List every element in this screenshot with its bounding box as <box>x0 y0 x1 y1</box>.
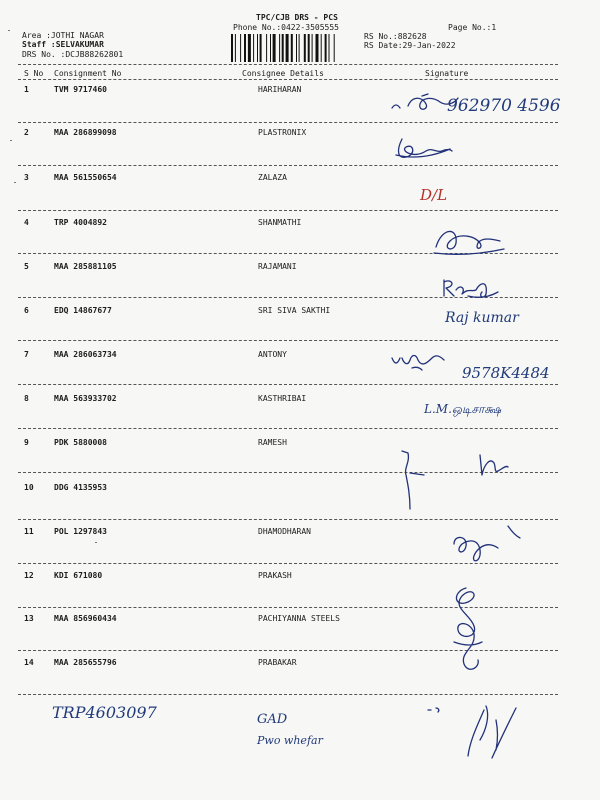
row-sno: 12 <box>24 571 34 580</box>
row-consignee: PACHIYANNA STEELS <box>258 614 340 623</box>
row-divider <box>18 694 558 695</box>
row-consignee: PLASTRONIX <box>258 128 307 137</box>
col-consignment: Consignment No <box>54 69 122 78</box>
scan-speck <box>10 140 12 141</box>
row-divider <box>18 165 558 166</box>
staff-label: Staff :SELVAKUMAR <box>22 40 104 49</box>
signature-row-12-13 <box>444 582 490 682</box>
col-signature: Signature <box>425 69 469 78</box>
signature-row-1 <box>388 92 460 118</box>
row-sno: 3 <box>24 173 29 182</box>
drs-number: DRS No. :DCJB88262801 <box>22 50 124 59</box>
row-consignment: DDG 4135953 <box>54 483 107 492</box>
handwritten-phone: 962970 4596 <box>447 96 561 116</box>
row-consignment: MAA 563933702 <box>54 394 117 403</box>
row-consignee: ANTONY <box>258 350 287 359</box>
row-consignee: SRI SIVA SAKTHI <box>258 306 331 315</box>
row-consignment: MAA 285655796 <box>54 658 117 667</box>
row-sno: 4 <box>24 218 29 227</box>
handwritten-consignment: TRP4603097 <box>52 703 157 722</box>
phone-number: Phone No.:0422-3505555 <box>233 23 339 32</box>
row-sno: 13 <box>24 614 34 623</box>
barcode <box>231 34 363 62</box>
area-label: Area :JOTHI NAGAR <box>22 31 104 40</box>
row-sno: 1 <box>24 85 29 94</box>
row-divider <box>18 122 558 123</box>
row-consignee: PRABAKAR <box>258 658 297 667</box>
row-consignee: SHANMATHI <box>258 218 302 227</box>
row-sno: 11 <box>24 527 34 536</box>
row-consignee: RAJAMANI <box>258 262 297 271</box>
signature-row-11 <box>448 522 524 570</box>
row-consignee: ZALAZA <box>258 173 287 182</box>
row-consignment: TVM 9717460 <box>54 85 107 94</box>
scan-speck <box>95 542 97 543</box>
header-divider-bottom <box>18 79 558 80</box>
page-number: Page No.:1 <box>448 23 497 32</box>
row-sno: 5 <box>24 262 29 271</box>
handwritten-code: GAD <box>257 712 288 727</box>
row-consignment: TRP 4004892 <box>54 218 107 227</box>
row-consignment: EDQ 14867677 <box>54 306 112 315</box>
row-divider <box>18 210 558 211</box>
row-sno: 8 <box>24 394 29 403</box>
row-divider <box>18 428 558 429</box>
signature-row-5 <box>440 276 502 300</box>
row-consignment: MAA 856960434 <box>54 614 117 623</box>
handwritten-name: L.M.ஒடிசாக்ஷ <box>424 402 502 416</box>
rs-date: RS Date:29-Jan-2022 <box>364 41 456 50</box>
sheet-title: TPC/CJB DRS - PCS <box>256 13 338 22</box>
row-consignee: HARIHARAN <box>258 85 302 94</box>
row-consignee: KASTHRIBAI <box>258 394 307 403</box>
signature-row-4 <box>432 225 506 257</box>
handwritten-dl: D/L <box>420 186 448 204</box>
row-sno: 2 <box>24 128 29 137</box>
row-sno: 14 <box>24 658 34 667</box>
scan-speck <box>14 182 16 183</box>
signature-row-9 <box>396 447 524 519</box>
col-consignee: Consignee Details <box>242 69 324 78</box>
row-consignment: MAA 561550654 <box>54 173 117 182</box>
row-consignment: PDK 5880008 <box>54 438 107 447</box>
handwritten-name: Pwo whefar <box>257 734 323 747</box>
scan-speck <box>8 30 10 31</box>
rs-number: RS No.:882628 <box>364 32 427 41</box>
row-divider <box>18 519 558 520</box>
row-consignee: DHAMODHARAN <box>258 527 311 536</box>
row-consignment: MAA 286063734 <box>54 350 117 359</box>
row-sno: 10 <box>24 483 34 492</box>
handwritten-name: Raj kumar <box>445 310 519 326</box>
row-consignee: PRAKASH <box>258 571 292 580</box>
row-divider <box>18 384 558 385</box>
row-consignee: RAMESH <box>258 438 287 447</box>
row-sno: 7 <box>24 350 29 359</box>
row-consignment: MAA 286899098 <box>54 128 117 137</box>
row-sno: 9 <box>24 438 29 447</box>
row-divider <box>18 340 558 341</box>
col-sno: S No <box>24 69 44 78</box>
row-consignment: POL 1297843 <box>54 527 107 536</box>
row-consignment: MAA 285881105 <box>54 262 117 271</box>
mark-bottom <box>424 704 444 716</box>
signature-bottom <box>458 702 520 762</box>
header-divider-top <box>18 64 558 65</box>
row-consignment: KDI 671080 <box>54 571 103 580</box>
row-sno: 6 <box>24 306 29 315</box>
handwritten-phone: 9578K4484 <box>462 364 550 382</box>
signature-row-2 <box>394 135 456 163</box>
signature-row-7 <box>388 350 452 374</box>
